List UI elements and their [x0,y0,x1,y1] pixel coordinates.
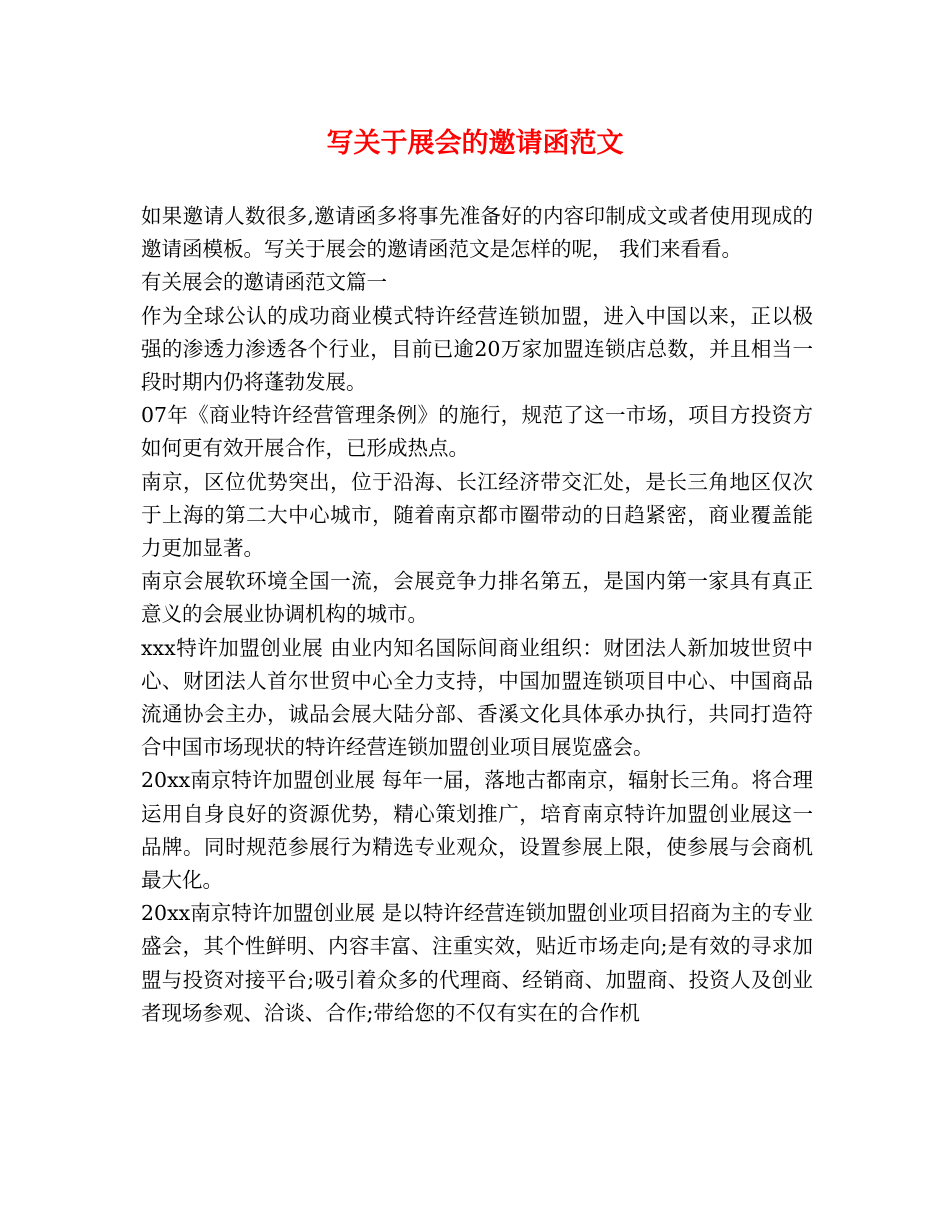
document-title: 写关于展会的邀请函范文 [326,128,624,159]
paragraph-heading-sample-one: 有关展会的邀请函范文篇一 [141,270,387,295]
paragraph-intro: 如果邀请人数很多,邀请函多将事先准备好的内容印制成文或者使用现成的邀请函模板。写关于展会的邀请函范文是怎样的呢， 我们来看看。 [141,204,813,262]
paragraph-annual-show: 20xx南京特许加盟创业展 每年一届，落地古都南京，辐射长三角。将合理运用自身良好的资源优势，精心策划推广，培育南京特许加盟创业展这一品牌。同时规范参展行为精选专业观众，设置参展上限，使参展与会商机最大化。 [141,768,813,893]
paragraph-organizers: xxx特许加盟创业展 由业内知名国际间商业组织：财团法人新加坡世贸中心、财团法人首尔世贸中心全力支持，中国加盟连锁项目中心、中国商品流通协会主办，诚品会展大陆分部、香溪文化具体承办执行，共同打造符合中国市场现状的特许经营连锁加盟创业项目展览盛会。 [141,635,813,760]
paragraph-show-purpose: 20xx南京特许加盟创业展 是以特许经营连锁加盟创业项目招商为主的专业盛会，其个性鲜明、内容丰富、注重实效，贴近市场走向;是有效的寻求加盟与投资对接平台;吸引着众多的代理商、经销商、加盟商、投资人及创业者现场参观、洽谈、合作;带给您的不仅有实在的合作机 [141,901,813,1025]
paragraph-nanjing-location: 南京，区位优势突出，位于沿海、长江经济带交汇处，是长三角地区仅次于上海的第二大中心城市，随着南京都市圈带动的日趋紧密，商业覆盖能力更加显著。 [141,469,813,561]
paragraph-franchise-overview: 作为全球公认的成功商业模式特许经营连锁加盟，进入中国以来，正以极强的渗透力渗透各个行业，目前已逾20万家加盟连锁店总数，并且相当一段时期内仍将蓬勃发展。 [141,303,813,395]
paragraph-nanjing-exhibition: 南京会展软环境全国一流，会展竞争力排名第五，是国内第一家具有真正意义的会展业协调机构的城市。 [141,569,813,627]
paragraph-regulation: 07年《商业特许经营管理条例》的施行，规范了这一市场，项目方投资方如何更有效开展合作，已形成热点。 [141,403,813,461]
document-body [141,200,813,1030]
